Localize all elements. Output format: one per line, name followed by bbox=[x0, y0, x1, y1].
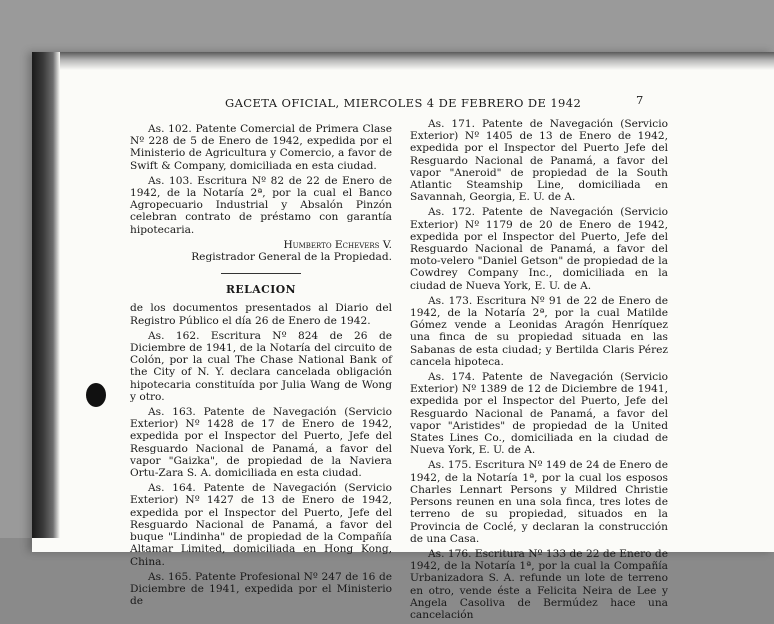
entry-173: As. 173. Escritura Nº 91 de 22 de Enero de 1942, de la Notaría 2ª, por la cual Matilde Gómez vende a Leonidas Aragón Henríquez una finca de su propiedad situada en las Sabanas de esta ciudad; y Bertilda Claris Pérez cancela hipoteca. bbox=[410, 294, 668, 368]
entry-164: As. 164. Patente de Navegación (Servicio Exterior) Nº 1427 de 13 de Enero de 1942, expedida por el Inspector del Puerto, Jefe del Resguardo Nacional de Panamá, a favor del buque "Lindinha" de propiedad de la Compañía Altamar Limited, domiciliada en Hong Kong, China. bbox=[130, 482, 392, 568]
section-intro: de los documentos presentados al Diario del Registro Público el día 26 de Enero de 1942. bbox=[130, 302, 392, 327]
entry-172: As. 172. Patente de Navegación (Servicio Exterior) Nº 1179 de 20 de Enero de 1942, expedida por el Inspector del Puerto, Jefe del Resguardo Nacional de Panamá, a favor del moto-velero "Daniel Getson" de propiedad de la Cowdrey Company Inc., domiciliada en la ciudad de Nueva York, E. U. de A. bbox=[410, 206, 668, 292]
entry-174: As. 174. Patente de Navegación (Servicio Exterior) Nº 1389 de 12 de Diciembre de 1941, expedida por el Inspector del Puerto, Jefe del Resguardo Nacional de Panamá, a favor del vapor "Aristides" de propiedad de la United States Lines Co., domiciliada en la ciudad de Nueva York, E. U. de A. bbox=[410, 371, 668, 457]
page-header-title: GACETA OFICIAL, MIERCOLES 4 DE FEBRERO DE 1942 bbox=[225, 96, 582, 110]
entry-175: As. 175. Escritura Nº 149 de 24 de Enero de 1942, de la Notaría 1ª, por la cual los esposos Charles Lennart Persons y Mildred Christie Persons reunen en una sola finca, tres lotes de terreno de su propiedad, situados en la Provincia de Coclé, y declaran la construcción de una Casa. bbox=[410, 459, 668, 545]
section-title: RELACION bbox=[225, 283, 297, 297]
entry-176: As. 176. Escritura Nº 133 de 22 de Enero de 1942, de la Notaría 1ª, por la cual la Compañía Urbanizadora S. A. refunde un lote de terreno en otro, vende éste a Felicita Neira de Lee y Angela Casoliva de Bermúdez hace una cancelación bbox=[410, 547, 668, 621]
left-column bbox=[130, 123, 392, 610]
signature-title: Registrador General de la Propiedad. bbox=[191, 251, 392, 264]
scan-shadow-top bbox=[60, 52, 774, 70]
page-number: 7 bbox=[636, 93, 644, 107]
punch-hole-mark bbox=[86, 383, 106, 407]
entry-163: As. 163. Patente de Navegación (Servicio Exterior) Nº 1428 de 17 de Enero de 1942, expedida por el Inspector del Puerto, Jefe del Resguardo Nacional de Panamá, a favor del vapor "Gaizka", de propiedad de la Naviera Ortu-Zara S. A. domiciliada en esta ciudad. bbox=[130, 406, 392, 480]
scan-shadow-edge bbox=[32, 52, 60, 538]
entry-165: As. 165. Patente Profesional Nº 247 de 16 de Diciembre de 1941, expedida por el Ministerio de bbox=[130, 570, 392, 608]
entry-171: As. 171. Patente de Navegación (Servicio Exterior) Nº 1405 de 13 de Enero de 1942, expedida por el Inspector del Puerto Jefe del Resguardo Nacional de Panamá, a favor del vapor "Aneroid" de propiedad de la South Atlantic Steamship Line, domiciliada en Savannah, Georgia, E. U. de A. bbox=[410, 118, 668, 204]
signature-name: Humberto Echevers V. bbox=[283, 238, 392, 251]
entry-103: As. 103. Escritura Nº 82 de 22 de Enero de 1942, de la Notaría 2ª, por la cual el Banco Agropecuario Industrial y Absalón Pinzón celebran contrato de préstamo con garantía hipotecaria. bbox=[130, 174, 392, 236]
entry-162: As. 162. Escritura Nº 824 de 26 de Diciembre de 1941, de la Notaría del circuito de Colón, por la cual The Chase National Bank of the City of N. Y. declara cancelada obligación hipotecaria constituída por Julia Wang de Wong y otro. bbox=[130, 329, 392, 403]
entry-102: As. 102. Patente Comercial de Primera Clase Nº 228 de 5 de Enero de 1942, expedida por el Ministerio de Agricultura y Comercio, a favor de Swift & Company, domiciliada en esta ciudad. bbox=[130, 123, 392, 172]
right-column bbox=[410, 118, 668, 624]
section-divider bbox=[221, 273, 301, 274]
